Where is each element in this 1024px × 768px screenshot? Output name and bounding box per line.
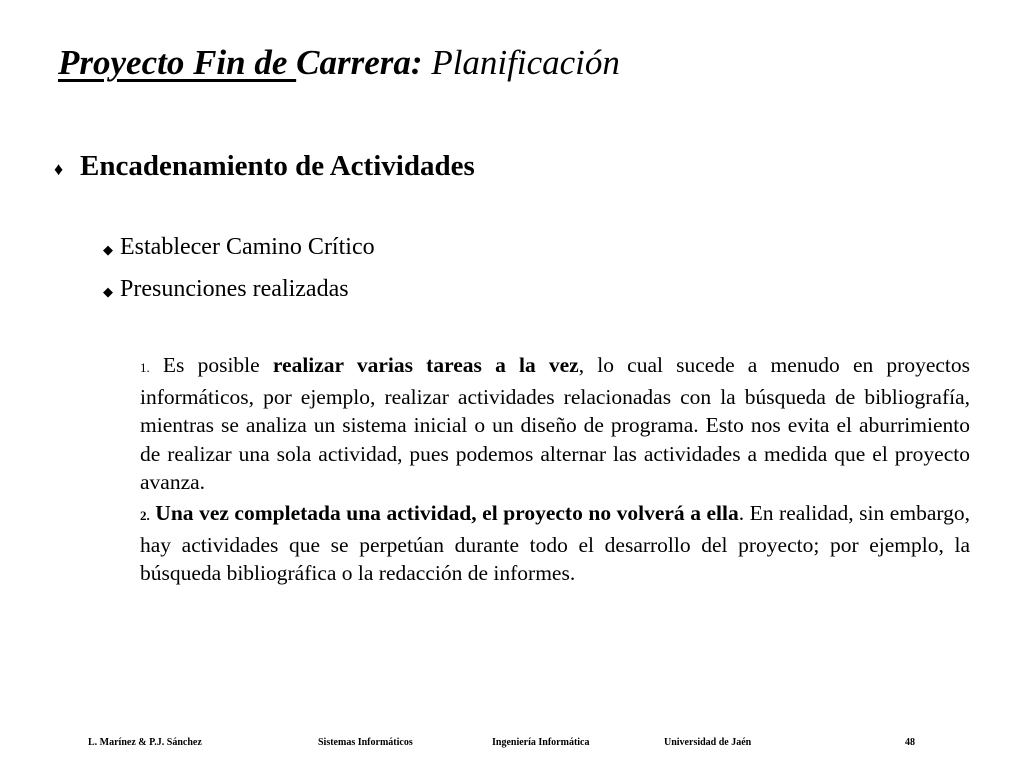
footer-authors: L. Marínez & P.J. Sánchez bbox=[88, 737, 202, 748]
assumption-2 bbox=[140, 499, 970, 588]
sub-bullet-text: Establecer Camino Crítico bbox=[120, 234, 375, 260]
assumption-number: 2. bbox=[140, 508, 150, 523]
slide-title bbox=[58, 42, 620, 84]
assumption-text-post: , lo cual sucede a menudo en proyectos informáticos, por ejemplo, realizar actividades relacionadas con la búsqueda de bibliografía, mientras se analiza un sistema inicial o un diseño de programa. Esto nos evita el aburrimiento de realizar una sola actividad, pues podemos alternar las actividades a medida que el proyecto avanza. bbox=[140, 353, 971, 494]
sub-bullet-critical-path bbox=[103, 234, 375, 261]
assumption-text-bold: Una vez completada una actividad, el proyecto no volverá a ella bbox=[155, 501, 739, 525]
diamond-bullet-icon: ♦ bbox=[54, 159, 64, 179]
page-number: 48 bbox=[905, 737, 915, 748]
footer-course: Sistemas Informáticos bbox=[318, 737, 413, 748]
assumption-text-bold: realizar varias tareas a la vez bbox=[272, 353, 579, 377]
assumption-text-post: . En realidad, sin embargo, hay actividades que se perpetúan durante todo el desarrollo del proyecto; por ejemplo, la búsqueda bibliográfica o la redacción de informes. bbox=[140, 501, 971, 585]
footer-degree: Ingeniería Informática bbox=[492, 737, 590, 748]
diamond-bullet-icon: ◆ bbox=[103, 242, 113, 257]
sub-bullet-assumptions bbox=[103, 276, 349, 303]
title-lead: Proyecto Fin de bbox=[58, 43, 297, 82]
footer-university: Universidad de Jaén bbox=[664, 737, 752, 748]
main-bullet bbox=[54, 150, 475, 183]
main-bullet-text: Encadenamiento de Actividades bbox=[80, 150, 475, 182]
assumption-1 bbox=[140, 351, 970, 497]
title-mid: Carrera: bbox=[296, 43, 423, 82]
diamond-bullet-icon: ◆ bbox=[103, 284, 113, 299]
assumption-text-pre: Es posible bbox=[162, 353, 260, 377]
sub-bullet-text: Presunciones realizadas bbox=[120, 276, 349, 302]
assumption-number: 1. bbox=[140, 360, 150, 375]
title-subtitle: Planificación bbox=[431, 43, 620, 82]
